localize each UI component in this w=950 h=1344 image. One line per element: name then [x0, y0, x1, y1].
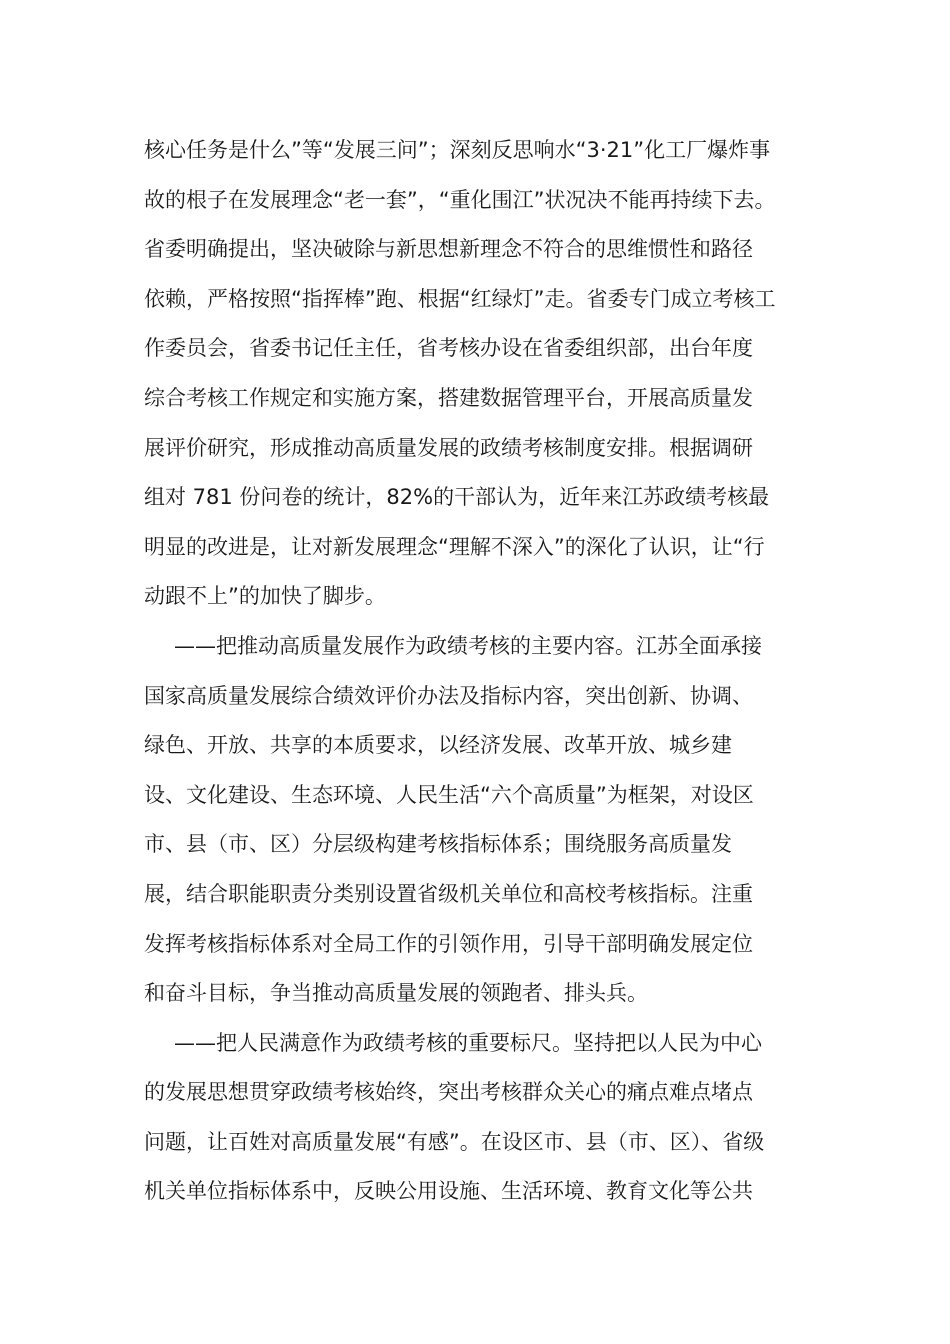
text-line: 动跟不上”的加快了脚步。 [144, 584, 386, 609]
text-line: 省委明确提出，坚决破除与新思想新理念不符合的思维惯性和路径 [144, 237, 753, 262]
body-text [144, 126, 808, 1217]
text-line: 作委员会，省委书记任主任，省考核办设在省委组织部，出台年度 [144, 336, 753, 361]
text-line: 依赖，严格按照“指挥棒”跑、根据“红绿灯”走。省委专门成立考核工 [144, 286, 776, 311]
text-line: 发挥考核指标体系对全局工作的引领作用，引导干部明确发展定位 [144, 931, 753, 956]
text-line: 组对 781 份问卷的统计，82%的干部认为，近年来江苏政绩考核最 [144, 485, 770, 510]
text-line: 核心任务是什么”等“发展三问”；深刻反思响水“3·21”化工厂爆炸事 [144, 138, 771, 162]
text-line: 市、县（市、区）分层级构建考核指标体系；围绕服务高质量发 [144, 832, 732, 857]
text-line: 机关单位指标体系中，反映公用设施、生活环境、教育文化等公共 [144, 1179, 753, 1204]
text-line: 展，结合职能职责分类别设置省级机关单位和高校考核指标。注重 [144, 881, 753, 906]
text-line: 展评价研究，形成推动高质量发展的政绩考核制度安排。根据调研 [144, 435, 753, 460]
text-line: 和奋斗目标，争当推动高质量发展的领跑者、排头兵。 [144, 981, 648, 1006]
text-line: 绿色、开放、共享的本质要求，以经济发展、改革开放、城乡建 [144, 733, 732, 758]
text-line: 设、文化建设、生态环境、人民生活“六个高质量”为框架，对设区 [144, 782, 754, 807]
text-line: 综合考核工作规定和实施方案，搭建数据管理平台，开展高质量发 [144, 385, 753, 410]
text-line: 故的根子在发展理念“老一套”，“重化围江”状况决不能再持续下去。 [144, 187, 776, 212]
text-line: 问题，让百姓对高质量发展“有感”。在设区市、县（市、区）、省级 [144, 1129, 765, 1154]
paragraph-start-line: ——把推动高质量发展作为政绩考核的主要内容。江苏全面承接 [174, 633, 762, 658]
text-line: 国家高质量发展综合绩效评价办法及指标内容，突出创新、协调、 [144, 683, 753, 708]
text-line: 的发展思想贯穿政绩考核始终，突出考核群众关心的痛点难点堵点 [144, 1080, 753, 1105]
text-line: 明显的改进是，让对新发展理念“理解不深入”的深化了认识，让“行 [144, 534, 765, 559]
paragraph-start-line: ——把人民满意作为政绩考核的重要标尺。坚持把以人民为中心 [174, 1030, 762, 1055]
